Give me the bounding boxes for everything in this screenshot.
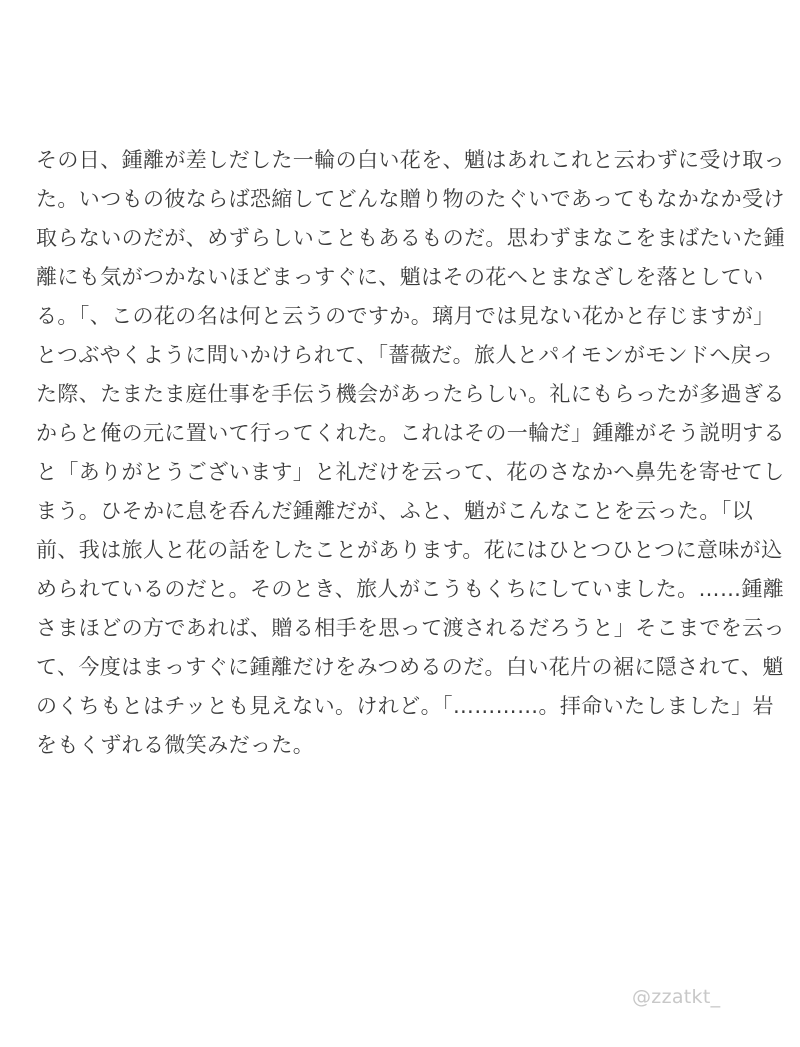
- story-line: 取らないのだが、めずらしいこともあるものだ。思わずまなこをまばたいた鍾: [36, 226, 785, 250]
- story-line: からと俺の元に置いて行ってくれた。これはその一輪だ」鍾離がそう説明する: [36, 421, 785, 445]
- story-line: められているのだと。そのとき、旅人がこうもくちにしていました。……鍾離: [36, 577, 785, 601]
- story-line: る。「、この花の名は何と云うのですか。璃月では見ない花かと存じますが」: [36, 304, 775, 328]
- story-line: と「ありがとうございます」と礼だけを云って、花のさなかへ鼻先を寄せてし: [36, 460, 785, 484]
- story-line: て、今度はまっすぐに鍾離だけをみつめるのだ。白い花片の裾に隠されて、魈: [36, 655, 784, 679]
- story-line: 離にも気がつかないほどまっすぐに、魈はその花へとまなざしを落としてい: [36, 265, 764, 289]
- story-line: その日、鍾離が差しだした一輪の白い花を、魈はあれこれと云わずに受け取っ: [36, 148, 785, 172]
- author-watermark: @zzatkt_: [632, 986, 721, 1008]
- story-line: のくちもとはチッとも見えない。けれど。「…………。拝命いたしました」岩: [36, 694, 774, 718]
- story-line: まう。ひそかに息を呑んだ鍾離だが、ふと、魈がこんなことを云った。「以: [36, 499, 754, 523]
- story-line: さまほどの方であれば、贈る相手を思って渡されるだろうと」そこまでを云っ: [36, 616, 785, 640]
- story-line: をもくずれる微笑みだった。: [36, 733, 315, 757]
- story-text: [36, 141, 785, 765]
- story-line: とつぶやくように問いかけられて、「薔薇だ。旅人とパイモンがモンドへ戻っ: [36, 343, 774, 367]
- story-line: た。いつもの彼ならば恐縮してどんな贈り物のたぐいであってもなかなか受け: [36, 187, 785, 211]
- story-line: た際、たまたま庭仕事を手伝う機会があったらしい。礼にもらったが多過ぎる: [36, 382, 785, 406]
- story-line: 前、我は旅人と花の話をしたことがあります。花にはひとつひとつに意味が込: [36, 538, 783, 562]
